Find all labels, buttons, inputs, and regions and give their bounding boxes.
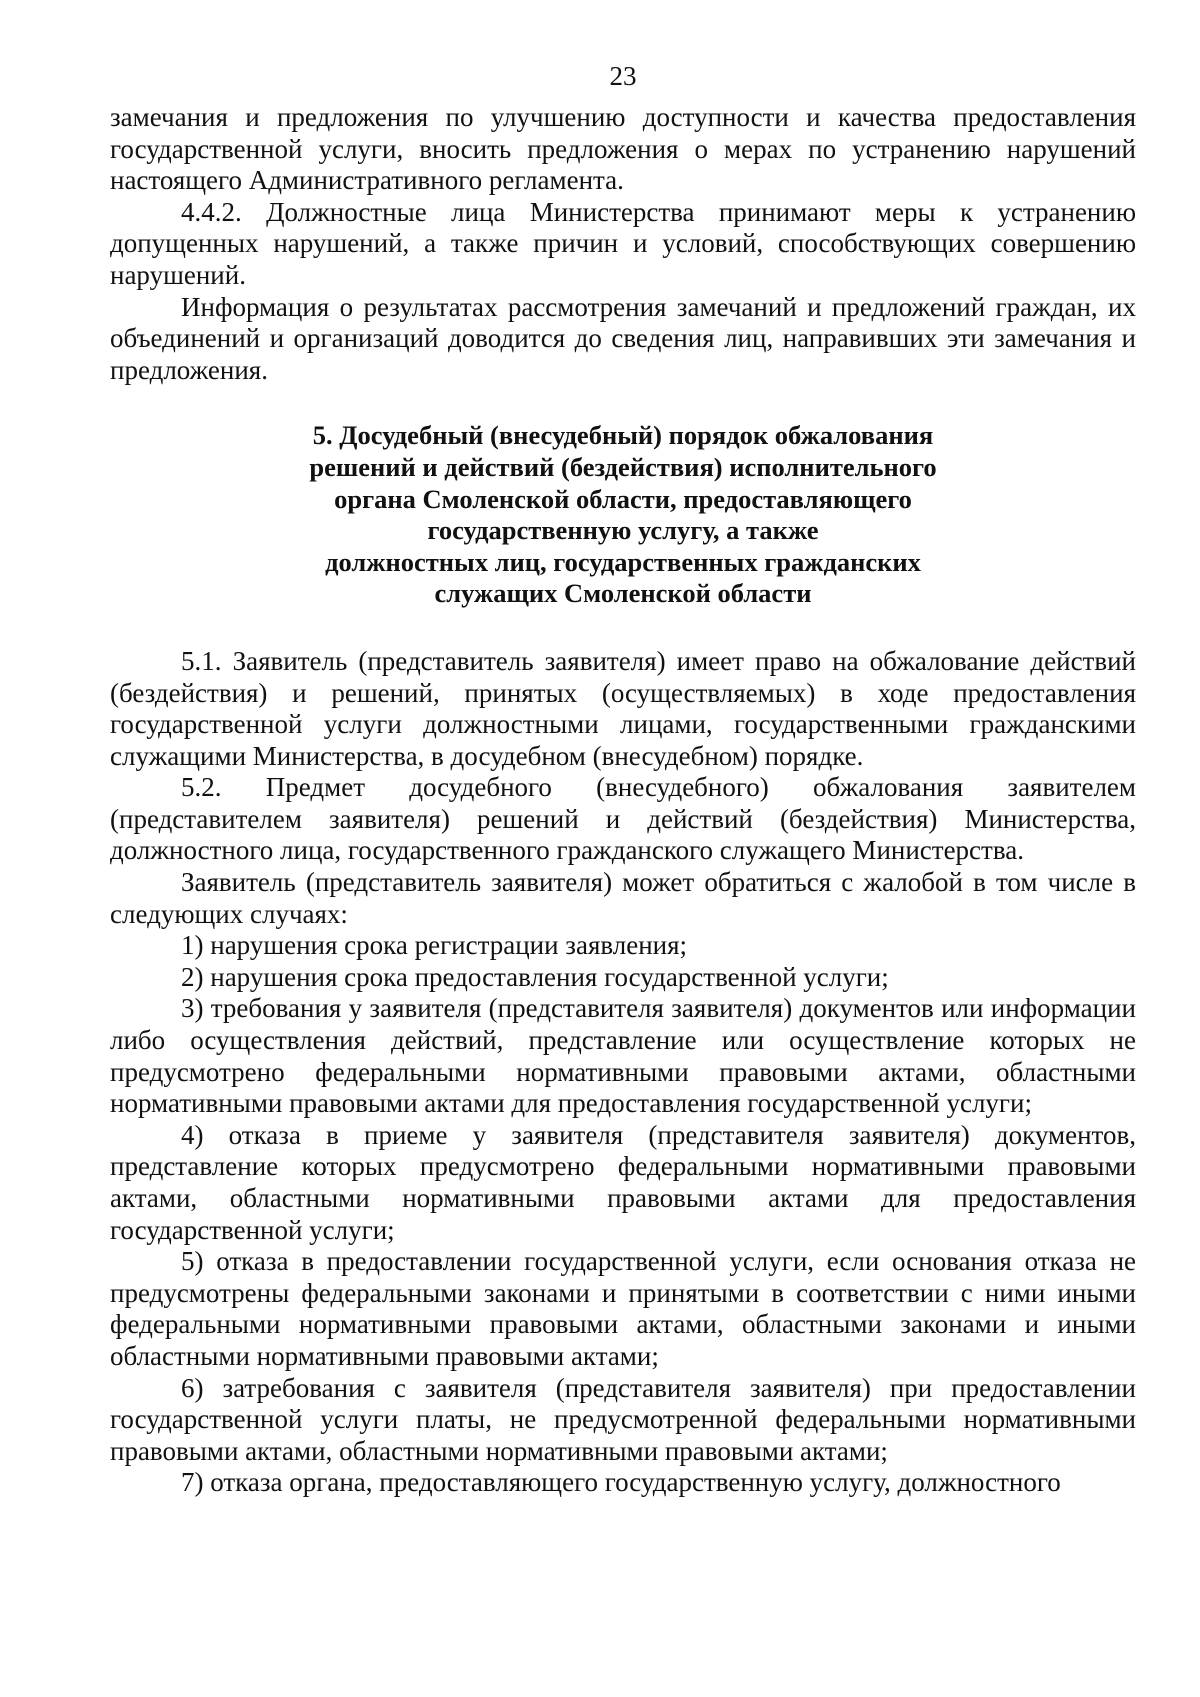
list-item: 5) отказа в предоставлении государственной услуги, если основания отказа не предусмотрены федеральными законами и принятыми в соответствии с ними иными федеральными нормативными правовыми актами, областными законами и иными областными нормативными правовыми актами; <box>110 1246 1136 1371</box>
section-body <box>110 646 1136 1499</box>
list-item: 4) отказа в приеме у заявителя (представителя заявителя) документов, представление которых предусмотрено федеральными нормативными правовыми актами, областными нормативными правовыми актами для предоставления государственной услуги; <box>110 1119 1136 1245</box>
top-text-block <box>110 102 1136 386</box>
section-heading-line: органа Смоленской области, предоставляющего <box>334 483 912 514</box>
list-item: 6) затребования с заявителя (представителя заявителя) при предоставлении государственной услуги платы, не предусмотренной федеральными нормативными правовыми актами, областными нормативными правовыми актами; <box>110 1372 1136 1466</box>
paragraph: 5.1. Заявитель (представитель заявителя) имеет право на обжалование действий (бездействия) и решений, принятых (осуществляемых) в ходе предоставления государственной услуги должностными лицами, государственными гражданскими служащими Министерства, в досудебном (внесудебном) порядке. <box>110 645 1136 771</box>
paragraph: замечания и предложения по улучшению доступности и качества предоставления государственной услуги, вносить предложения о мерах по устранению нарушений настоящего Административного регламента. <box>110 102 1136 196</box>
list-item: 3) требования у заявителя (представителя заявителя) документов или информации либо осуществления действий, представление или осуществление которых не предусмотрено федеральными нормативными правовыми актами, областными нормативными правовыми актами для предоставления государственной услуги; <box>110 993 1136 1119</box>
paragraph: Информация о результатах рассмотрения замечаний и предложений граждан, их объединений и организаций доводится до сведения лиц, направивших эти замечания и предложения. <box>110 291 1136 385</box>
paragraph: 5.2. Предмет досудебного (внесудебного) обжалования заявителем (представителем заявителя) решений и действий (бездействия) Министерства, должностного лица, государственного гражданского служащего Министерства. <box>110 772 1136 866</box>
section-heading-line: служащих Смоленской области <box>434 578 812 609</box>
list-item: 1) нарушения срока регистрации заявления; <box>181 930 688 961</box>
paragraph: Заявитель (представитель заявителя) может обратиться с жалобой в том числе в следующих случаях: <box>110 867 1136 929</box>
list-item: 2) нарушения срока предоставления государственной услуги; <box>181 961 889 992</box>
section-heading-line: государственную услугу, а также <box>427 515 819 546</box>
section-heading-line: решений и действий (бездействия) исполнительного <box>309 451 937 482</box>
list-item: 7) отказа органа, предоставляющего государственную услугу, должностного <box>181 1467 1061 1498</box>
document-page <box>110 58 1136 1499</box>
section-heading <box>110 420 1136 610</box>
paragraph: 4.4.2. Должностные лица Министерства принимают меры к устранению допущенных нарушений, а также причин и условий, способствующих совершению нарушений. <box>110 196 1136 290</box>
section-heading-line: 5. Досудебный (внесудебный) порядок обжалования <box>312 420 934 451</box>
page-number: 23 <box>609 61 637 91</box>
section-heading-line: должностных лиц, государственных гражданских <box>325 546 921 577</box>
